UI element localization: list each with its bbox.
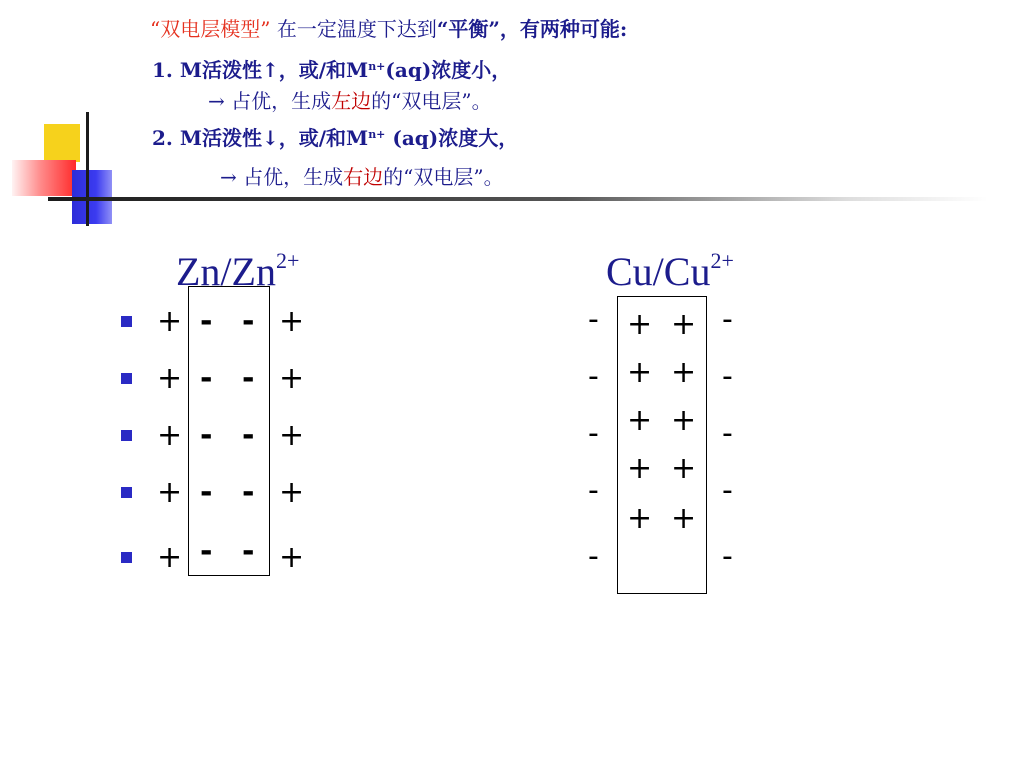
- model-name: 双电层模型: [160, 17, 261, 41]
- zn-title-sup: 2+: [275, 248, 300, 273]
- cu-solution-charge: -: [722, 416, 733, 451]
- cu-metal-charge: +: [627, 403, 653, 438]
- cu-metal-charge: +: [671, 355, 697, 390]
- intro-line: [150, 18, 627, 40]
- zn-solution-charge: +: [279, 418, 305, 453]
- list-bullet: [121, 430, 132, 441]
- zn-solution-charge: +: [157, 540, 183, 575]
- case-1-suffix: (aq)浓度小，: [385, 58, 512, 82]
- cu-metal-charge: +: [671, 451, 697, 486]
- zn-metal-charge: -: [200, 475, 213, 510]
- close-quote: ”: [260, 17, 271, 41]
- zn-solution-charge: +: [279, 475, 305, 510]
- case-2-prefix: 2. M活泼性↓，或/和M: [152, 126, 369, 150]
- list-bullet: [121, 373, 132, 384]
- cu-metal-charge: +: [627, 307, 653, 342]
- cu-solution-charge: -: [588, 302, 599, 337]
- open-quote: “: [150, 17, 161, 41]
- zn-solution-charge: +: [157, 304, 183, 339]
- case-1-sup: n+: [368, 60, 386, 73]
- deco-red-square: [12, 160, 76, 196]
- zn-metal-charge: -: [242, 304, 255, 339]
- cu-solution-charge: -: [722, 302, 733, 337]
- balance-quote: “平衡”: [436, 17, 500, 41]
- cu-title-base: Cu/Cu: [606, 249, 711, 294]
- case-1-result: [208, 90, 492, 112]
- case-1-condition: [152, 56, 511, 81]
- zn-solution-charge: +: [279, 540, 305, 575]
- cu-metal-charge: +: [627, 355, 653, 390]
- case-2-sup: n+: [368, 128, 386, 141]
- cu-title-sup: 2+: [710, 248, 734, 273]
- cu-solution-charge: -: [588, 473, 599, 508]
- cu-metal-charge: +: [671, 501, 697, 536]
- case-2-suffix: (aq)浓度大，: [385, 126, 519, 150]
- list-bullet: [121, 487, 132, 498]
- zn-solution-charge: +: [157, 418, 183, 453]
- case-2-condition: [152, 124, 518, 149]
- cu-metal-charge: +: [671, 307, 697, 342]
- zn-metal-charge: -: [242, 475, 255, 510]
- case-1-highlight: 左边: [331, 89, 372, 113]
- zn-solution-charge: +: [279, 361, 305, 396]
- zn-metal-charge: -: [200, 361, 213, 396]
- zn-solution-charge: +: [157, 361, 183, 396]
- deco-yellow-square: [44, 124, 80, 162]
- cu-solution-charge: -: [588, 359, 599, 394]
- case-2-result: [220, 166, 504, 188]
- cu-metal-charge: +: [671, 403, 697, 438]
- case-1-prefix: 1. M活泼性↑，或/和M: [152, 58, 369, 82]
- cu-solution-charge: -: [722, 473, 733, 508]
- condition-text: 在一定温度下达到: [270, 17, 437, 41]
- cu-solution-charge: -: [722, 539, 733, 574]
- zn-metal-charge: -: [242, 418, 255, 453]
- list-bullet: [121, 552, 132, 563]
- case-2-result-suffix: 的“双电层”。: [383, 165, 504, 189]
- cu-solution-charge: -: [588, 416, 599, 451]
- title-divider-line: [48, 197, 988, 201]
- cu-metal-charge: +: [627, 501, 653, 536]
- zn-metal-charge: -: [200, 418, 213, 453]
- zn-metal-charge: -: [242, 361, 255, 396]
- zn-solution-charge: +: [279, 304, 305, 339]
- cu-title: [606, 240, 734, 293]
- cu-solution-charge: -: [588, 539, 599, 574]
- deco-vertical-line: [86, 112, 89, 226]
- intro-rest: ，有两种可能:: [499, 17, 628, 41]
- zn-title-base: Zn/Zn: [176, 249, 276, 294]
- zn-metal-charge: -: [242, 534, 255, 569]
- zn-metal-charge: -: [200, 304, 213, 339]
- list-bullet: [121, 316, 132, 327]
- case-2-highlight: 右边: [343, 165, 384, 189]
- cu-metal-charge: +: [627, 451, 653, 486]
- case-2-result-prefix: → 占优，生成: [220, 165, 344, 189]
- zn-metal-charge: -: [200, 534, 213, 569]
- case-1-result-prefix: → 占优，生成: [208, 89, 332, 113]
- cu-solution-charge: -: [722, 359, 733, 394]
- case-1-result-suffix: 的“双电层”。: [371, 89, 492, 113]
- zn-solution-charge: +: [157, 475, 183, 510]
